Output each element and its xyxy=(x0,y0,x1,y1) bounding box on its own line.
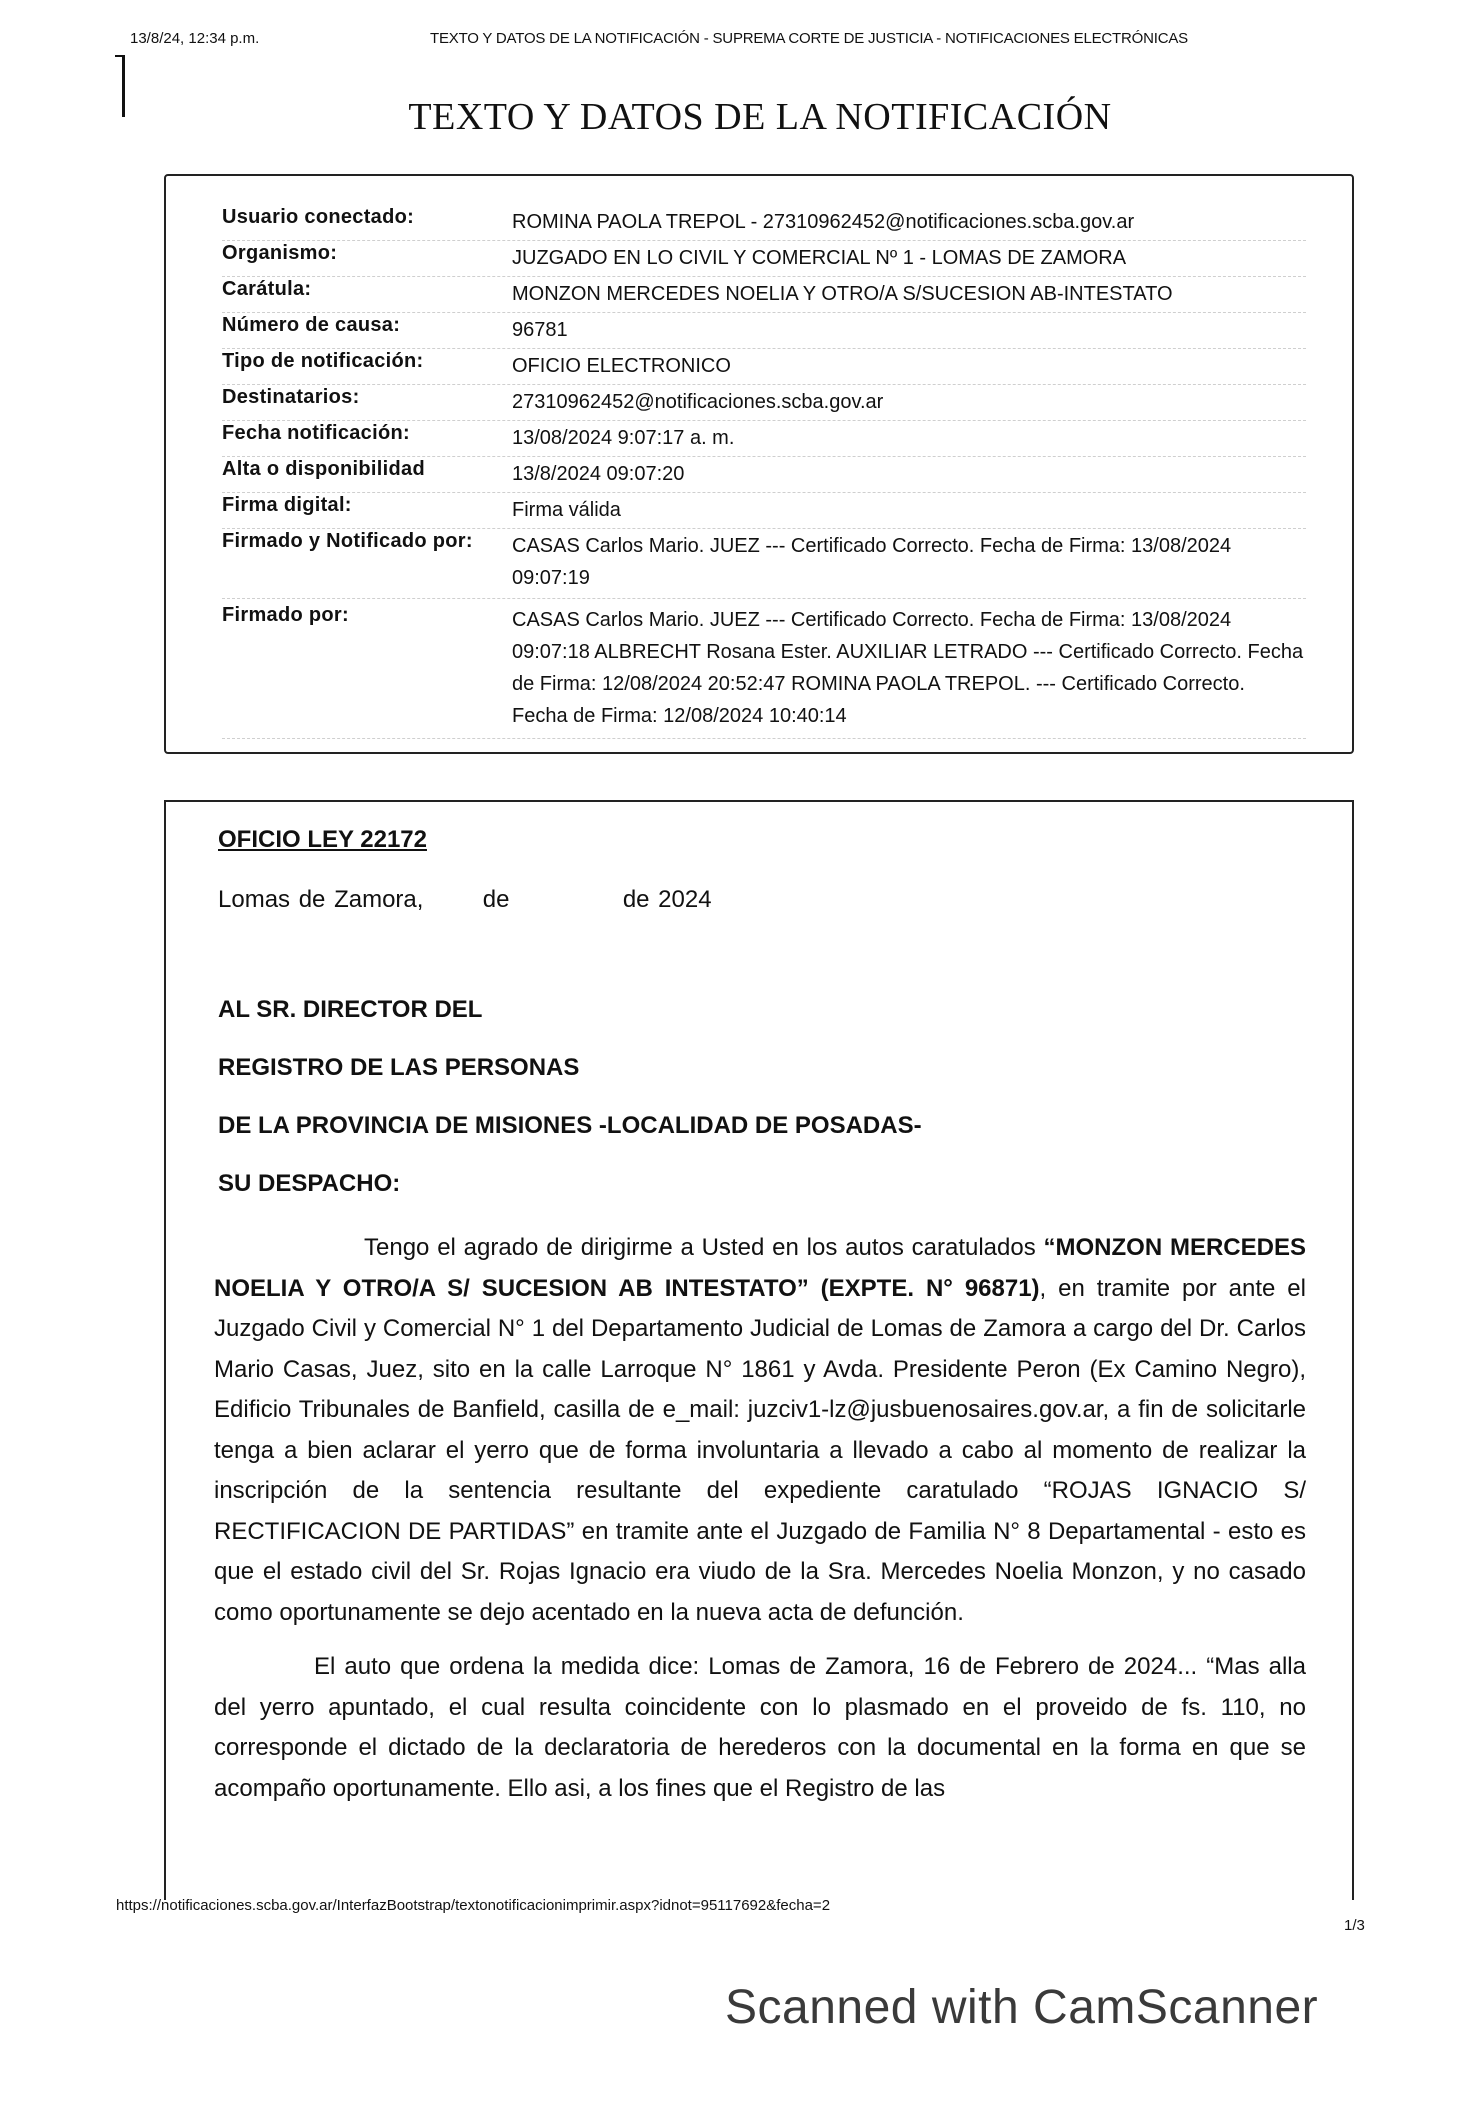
field-label: Fecha notificación: xyxy=(222,422,410,444)
field-value: 96781 xyxy=(512,319,568,341)
field-value: OFICIO ELECTRONICO xyxy=(512,355,731,377)
letter-place: Lomas de Zamora, xyxy=(218,886,424,913)
field-caratula xyxy=(222,278,1306,313)
field-usuario xyxy=(222,206,1306,241)
field-fecha-notificacion xyxy=(222,422,1306,457)
case-caption: “MONZON MERCEDES NOELIA Y OTRO/A S/ SUCESION AB INTESTATO” (EXPTE. N° 96871) xyxy=(214,1234,1306,1302)
footer-url: https://notificaciones.scba.gov.ar/InterfazBootstrap/textonotificacionimprimir.aspx?idnot=95117692&fecha=2 xyxy=(116,1897,831,1914)
field-label: Carátula: xyxy=(222,278,312,300)
field-label: Firma digital: xyxy=(222,494,352,516)
scanner-watermark: Scanned with CamScanner xyxy=(725,1981,1319,2034)
addressee-line-4: SU DESPACHO: xyxy=(218,1170,401,1197)
field-label: Firmado por: xyxy=(222,604,349,626)
field-organismo xyxy=(222,242,1306,277)
field-firmado-notificado xyxy=(222,530,1306,599)
letter-paragraph-2: El auto que ordena la medida dice: Lomas de Zamora, 16 de Febrero de 2024... “Mas alla del yerro apuntado, el cual resulta coincidente con lo plasmado en el proveido de fs. 110, no corresponde el dictado de la declaratoria de herederos con la documental en la forma en que se acompaño oportunamente. Ello asi, a los fines que el Registro de las xyxy=(214,1653,1306,1802)
letter-date-year: de 2024 xyxy=(622,886,712,913)
page-title: TEXTO Y DATOS DE LA NOTIFICACIÓN xyxy=(408,96,1112,138)
paragraph-text: Tengo el agrado de dirigirme a Usted en los autos caratulados xyxy=(364,1234,1044,1261)
field-value: 13/8/2024 09:07:20 xyxy=(512,463,685,485)
oficio-title: OFICIO LEY 22172 xyxy=(218,826,427,853)
field-tipo-notificacion xyxy=(222,350,1306,385)
addressee-line-2: REGISTRO DE LAS PERSONAS xyxy=(218,1054,580,1081)
field-value: CASAS Carlos Mario. JUEZ --- Certificado Correcto. Fecha de Firma: 13/08/2024 09:07:18 ALBRECHT Rosana Ester. AUXILIAR LETRADO --- Certificado Correcto. Fecha de Firma: 12/08/2024 20:52:47 ROMINA PAOLA TREPOL. --- Certificado Correcto. Fecha de Firma: 12/08/2024 10:40:14 xyxy=(512,609,1304,727)
field-value: CASAS Carlos Mario. JUEZ --- Certificado Correcto. Fecha de Firma: 13/08/2024 09:07:19 xyxy=(512,535,1232,589)
field-destinatarios xyxy=(222,386,1306,421)
letter-date-de: de xyxy=(482,886,510,913)
print-header-title: TEXTO Y DATOS DE LA NOTIFICACIÓN - SUPREMA CORTE DE JUSTICIA - NOTIFICACIONES ELECTRÓNICAS xyxy=(430,30,1188,47)
paragraph-text: , en tramite por ante el Juzgado Civil y Comercial N° 1 del Departamento Judicial de Lomas de Zamora a cargo del Dr. Carlos Mario Casas, Juez, sito en la calle Larroque N° 1861 y Avda. Presidente Peron (Ex Camino Negro), Edificio Tribunales de Banfield, casilla de e_mail: juzciv1-lz@jusbuenosaires.gov.ar, a fin de solicitarle tenga a bien aclarar el yerro que de forma involuntaria a llevado a cabo al momento de realizar la inscripción de la sentencia resultante del expediente caratulado “ROJAS IGNACIO S/ RECTIFICACION DE PARTIDAS” en tramite ante el Juzgado de Familia N° 8 Departamental - esto es que el estado civil del Sr. Rojas Ignacio era viudo de la Sra. Mercedes Noelia Monzon, y no casado como oportunamente se dejo acentado en la nueva acta de defunción. xyxy=(214,1274,1306,1626)
field-value: ROMINA PAOLA TREPOL - 27310962452@notificaciones.scba.gov.ar xyxy=(512,211,1135,233)
letter-body xyxy=(214,1228,1306,1809)
print-datetime: 13/8/24, 12:34 p.m. xyxy=(130,30,260,47)
field-value: 27310962452@notificaciones.scba.gov.ar xyxy=(512,391,884,413)
field-firma-digital xyxy=(222,494,1306,529)
field-numero-causa xyxy=(222,314,1306,349)
oficio-letter-box xyxy=(164,800,1354,1900)
addressee-line-3: DE LA PROVINCIA DE MISIONES -LOCALIDAD DE POSADAS- xyxy=(218,1112,922,1139)
field-label: Usuario conectado: xyxy=(222,206,415,228)
field-label: Firmado y Notificado por: xyxy=(222,530,473,552)
field-label: Alta o disponibilidad xyxy=(222,458,425,480)
field-alta-disponibilidad xyxy=(222,458,1306,493)
letter-paragraph-1 xyxy=(214,1228,1306,1633)
field-label: Tipo de notificación: xyxy=(222,350,424,372)
field-value: Firma válida xyxy=(512,499,621,521)
notification-data-box xyxy=(164,174,1354,754)
field-label: Organismo: xyxy=(222,242,338,264)
field-firmado-por xyxy=(222,604,1306,739)
field-value: JUZGADO EN LO CIVIL Y COMERCIAL Nº 1 - LOMAS DE ZAMORA xyxy=(512,247,1127,269)
field-label: Número de causa: xyxy=(222,314,401,336)
page-number: 1/3 xyxy=(1344,1917,1365,1934)
field-label: Destinatarios: xyxy=(222,386,360,408)
addressee-line-1: AL SR. DIRECTOR DEL xyxy=(218,996,483,1023)
field-value: MONZON MERCEDES NOELIA Y OTRO/A S/SUCESION AB-INTESTATO xyxy=(512,283,1173,305)
field-value: 13/08/2024 9:07:17 a. m. xyxy=(512,427,735,449)
letter-place-date xyxy=(218,886,712,914)
